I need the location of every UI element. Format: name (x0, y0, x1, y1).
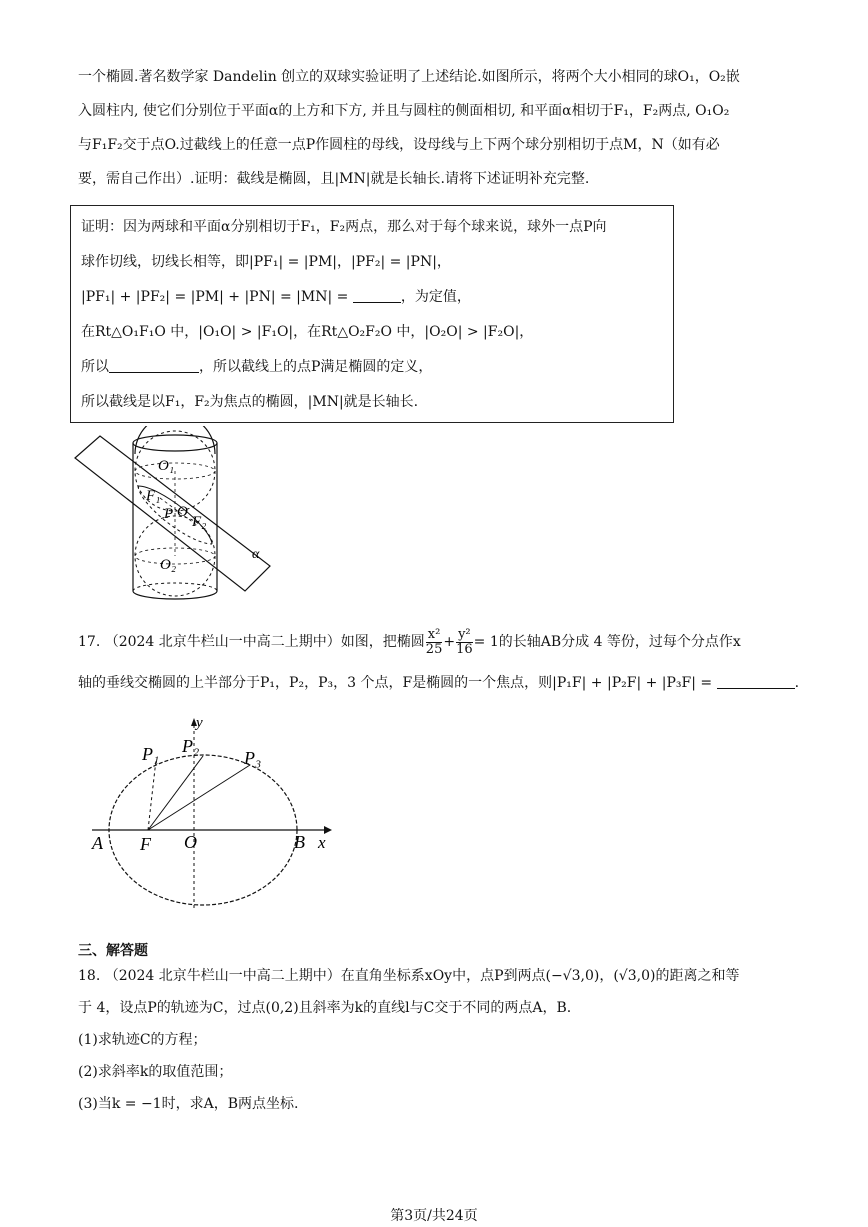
question-17 (78, 620, 800, 700)
label-o: O (184, 832, 197, 852)
label-o1: O₁ (158, 458, 175, 474)
proof-line: 证明：因为两球和平面α分别相切于F₁，F₂两点，那么对于每个球来说，球外一点P向 (81, 219, 607, 235)
q17-period: . (794, 675, 800, 691)
answer-blank[interactable] (353, 286, 401, 303)
q17-text: 轴的垂线交椭圆的上半部分于P₁，P₂，P₃，3 个点，F是椭圆的一个焦点，则|P₁F| + |P₂F| + |P₃F| = (78, 675, 717, 691)
plus-sign: + (443, 634, 456, 650)
proof-line: 所以截线是以F₁，F₂为焦点的椭圆，|MN|就是长轴长. (81, 394, 419, 410)
label-f2: F₂ (192, 514, 207, 530)
ellipse-figure (88, 712, 338, 912)
proof-text: ，所以截线上的点P满足椭圆的定义， (199, 359, 433, 375)
proof-text: ，为定值， (400, 289, 471, 305)
q18-sub3: (3)当k = −1时，求A，B两点坐标. (78, 1096, 299, 1112)
label-p2: P₂ (182, 736, 200, 756)
label-b: B (294, 832, 305, 852)
proof-line (81, 350, 673, 385)
axis-x-label: x (318, 833, 326, 852)
label-f: F (140, 834, 151, 854)
q17-line (78, 666, 800, 700)
proof-line: 在Rt△O₁F₁O 中，|O₁O| > |F₁O|，在Rt△O₂F₂O 中，|O₂O| > |F₂O|， (81, 324, 534, 340)
section-heading: 三、解答题 (78, 943, 148, 959)
intro-line: 要，需自己作出）.证明：截线是椭圆，且|MN|就是长轴长.请将下述证明补充完整. (78, 171, 590, 187)
cylinder-figure (70, 426, 280, 606)
label-p1: P₁ (142, 744, 160, 764)
label-f1: F₁ (146, 488, 161, 504)
q17-line (78, 620, 790, 664)
label-alpha: α (252, 547, 260, 562)
label-o2: O₂ (160, 557, 177, 573)
intro-paragraph (78, 60, 790, 196)
answer-blank[interactable] (717, 672, 795, 689)
proof-box (70, 205, 674, 423)
label-p3: P₃ (244, 748, 262, 768)
answer-blank[interactable] (109, 356, 199, 373)
q17-text: 17. （2024 北京牛栏山一中高二上期中）如图，把椭圆 (78, 634, 425, 650)
q18-sub2: (2)求斜率k的取值范围； (78, 1064, 233, 1080)
label-p: P (164, 506, 174, 522)
proof-line: 球作切线，切线长相等，即|PF₁| = |PM|，|PF₂| = |PN|， (81, 254, 451, 270)
proof-line (81, 280, 673, 315)
intro-line: 与F₁F₂交于点O.过截线上的任意一点P作圆柱的母线，设母线与上下两个球分别相切于点M，N（如有必 (78, 137, 720, 153)
q18-sub1: (1)求轨迹C的方程； (78, 1032, 207, 1048)
q18-line: 于 4，设点P的轨迹为C，过点(0,2)且斜率为k的直线l与C交于不同的两点A，B. (78, 1000, 572, 1016)
fraction-y: $\frac{\text{y²}}{16}$ (456, 626, 473, 657)
proof-equation: |PF₁| + |PF₂| = |PM| + |PN| = |MN| = (81, 289, 353, 305)
intro-line: 一个椭圆.著名数学家 Dandelin 创立的双球实验证明了上述结论.如图所示，将两个大小相同的球O₁，O₂嵌 (78, 69, 740, 85)
proof-text: 所以 (81, 359, 109, 375)
page-footer: 第3页/共24页 (390, 1208, 478, 1224)
q17-text: = 1的长轴AB分成 4 等份，过每个分点作x (473, 634, 741, 650)
label-o: O (177, 504, 188, 520)
question-18 (78, 960, 790, 1120)
q18-line: 18. （2024 北京牛栏山一中高二上期中）在直角坐标系xOy中，点P到两点(−√3,0)，(√3,0)的距离之和等 (78, 968, 740, 984)
label-a: A (92, 833, 103, 853)
intro-line: 入圆柱内, 使它们分别位于平面α的上方和下方, 并且与圆柱的侧面相切, 和平面α相切于F₁，F₂两点, O₁O₂ (78, 103, 730, 119)
axis-y-label: y (196, 715, 203, 731)
fraction-x: $\frac{\text{x²}}{25}$ (425, 626, 443, 657)
